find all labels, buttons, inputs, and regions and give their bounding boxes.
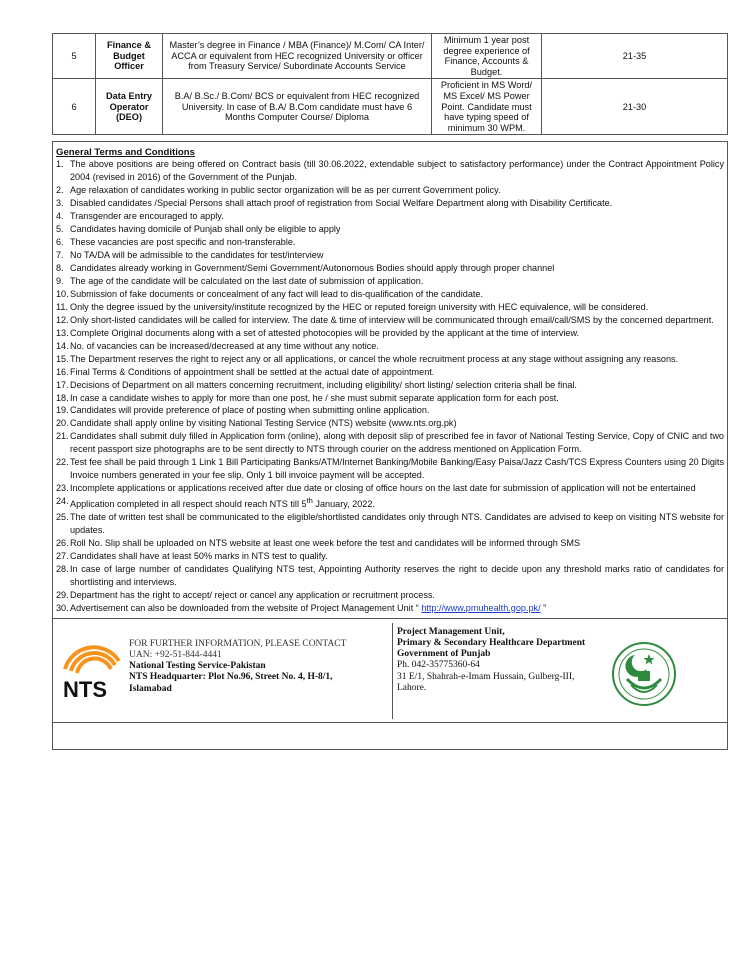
item-text: Only the degree issued by the university/institute recognized by the HEC or reputed foreign university with HEC equivalence, will be considered.	[70, 301, 649, 312]
list-item	[56, 589, 724, 602]
contact-section	[52, 619, 728, 723]
list-item	[56, 197, 724, 210]
pmu-name: Project Management Unit,	[397, 626, 505, 637]
list-item	[56, 563, 724, 589]
nts-contact-info	[129, 639, 346, 695]
item-text: Disabled candidates /Special Persons shall attach proof of registration from Social Welfare Department along with Disability Certificate.	[70, 198, 613, 209]
nts-uan: UAN: +92-51-844-4441	[129, 649, 222, 660]
list-item	[56, 158, 724, 184]
footer-blank-row	[52, 723, 728, 750]
item-number: 21.	[56, 431, 69, 442]
list-item	[56, 249, 724, 262]
job-age: 21-30	[542, 79, 728, 135]
item-number: 30.	[56, 602, 69, 613]
item-number: 2.	[56, 185, 64, 196]
list-item	[56, 223, 724, 236]
pmu-department: Primary & Secondary Healthcare Department	[397, 637, 586, 648]
list-item	[56, 482, 724, 495]
item-number: 25.	[56, 512, 69, 523]
terms-title: General Terms and Conditions	[56, 147, 195, 159]
item-number: 26.	[56, 538, 69, 549]
item-number: 9.	[56, 275, 64, 286]
item-number: 6.	[56, 237, 64, 248]
item-text: Complete Original documents along with a set of attested photocopies will be provided by the applicant at the time of interview.	[70, 327, 580, 338]
item-text: Transgender are encouraged to apply.	[70, 211, 224, 222]
job-experience: Proficient in MS Word/ MS Excel/ MS Power Point. Candidate must have typing speed of minimum 30 WPM.	[432, 79, 542, 135]
list-item	[56, 210, 724, 223]
item-text: These vacancies are post specific and non-transferable.	[70, 237, 296, 248]
item-text: Candidates shall have at least 50% marks in NTS test to qualify.	[70, 550, 328, 561]
list-item	[56, 314, 724, 327]
item-number: 18.	[56, 392, 69, 403]
item-text	[70, 603, 546, 613]
list-item	[56, 184, 724, 197]
list-item	[56, 392, 724, 405]
item-number: 4.	[56, 211, 64, 222]
item-text: Test fee shall be paid through 1 Link 1 Bill Participating Banks/ATM/Internet Banking/Mobile Banking/Easy Paisa/Jazz Cash/TCS Express Counters using 20 Digits Invoice numbers generated in your fee slip. Only 1 bill invoice payment will be accepted.	[70, 457, 724, 481]
item-text: Candidates already working in Government/Semi Government/Autonomous Bodies should apply through proper channel	[70, 262, 555, 273]
item-text: Candidates having domicile of Punjab shall only be eligible to apply	[70, 224, 341, 235]
item-number: 13.	[56, 327, 69, 338]
contact-divider	[392, 623, 393, 719]
item-number: 5.	[56, 224, 64, 235]
item-number: 27.	[56, 550, 69, 561]
item-text: Candidates shall submit duly filled in Application form (online), along with deposit slip of prescribed fee in favor of National Testing Service, Copy of CNIC and two recent passport size photographs are to be sent directly to NTS through courier on the address mentioned on Application Form.	[70, 431, 724, 455]
item-text: The date of written test shall be communicated to the eligible/shortlisted candidates only through NTS. Candidates are advised to keep on visiting NTS website for updates.	[70, 512, 724, 536]
list-item	[56, 430, 724, 456]
item-number: 22.	[56, 457, 69, 468]
item-text: Only short-listed candidates will be called for interview. The date & time of interview will be communicated through email/call/SMS by the concerned department.	[70, 314, 714, 325]
list-item	[56, 236, 724, 249]
item-number: 15.	[56, 353, 69, 364]
pmu-address: 31 E/1, Shahrah-e-Imam Hussain, Gulberg-III,	[397, 671, 575, 682]
item-text: The age of the candidate will be calculated on the last date of submission of application.	[70, 275, 424, 286]
item-text	[70, 496, 375, 510]
document-page	[52, 33, 728, 750]
list-item	[56, 404, 724, 417]
job-experience: Minimum 1 year post degree experience of Finance, Accounts & Budget.	[432, 34, 542, 79]
nts-logo-text: NTS	[63, 676, 107, 702]
item-number: 14.	[56, 340, 69, 351]
pmu-city: Lahore.	[397, 682, 427, 693]
item-text: No TA/DA will be admissible to the candidates for test/interview	[70, 250, 324, 261]
list-item	[56, 511, 724, 537]
item-text: In case of large number of candidates Qualifying NTS test, Appointing Authority reserves the right to decide upon any threshold marks ratio of candidates for shortlisting and interviews.	[70, 563, 724, 587]
punjab-government-logo	[611, 641, 677, 707]
job-number: 6	[53, 79, 96, 135]
list-item	[56, 537, 724, 550]
item-number: 11.	[56, 301, 68, 312]
list-item	[56, 495, 724, 511]
job-qualification: Master’s degree in Finance / MBA (Finance)/ M.Com/ CA Inter/ ACCA or equivalent from HEC recognized University or officer from Treasury Service/ Subordinate Accounts Service	[163, 34, 432, 79]
item-number: 7.	[56, 250, 64, 261]
list-item	[56, 288, 724, 301]
item-text: Roll No. Slip shall be uploaded on NTS website at least one week before the test and candidates will be informed through SMS	[70, 538, 581, 549]
item-text-pre: Advertisement can also be downloaded from the website of Project Management Unit “	[70, 602, 422, 613]
item-text: No. of vacancies can be increased/decreased at any time without any notice.	[70, 340, 379, 351]
list-item	[56, 366, 724, 379]
item-text: Candidates will provide preference of place of posting when submitting online application.	[70, 405, 430, 416]
item-number: 10.	[56, 288, 69, 299]
terms-list	[56, 158, 724, 614]
job-number: 5	[53, 34, 96, 79]
item-number: 19.	[56, 405, 69, 416]
item-number: 23.	[56, 483, 69, 494]
item-number: 3.	[56, 198, 64, 209]
jobs-table	[52, 33, 728, 135]
nts-address: NTS Headquarter: Plot No.96, Street No. 4, H-8/1,	[129, 672, 333, 683]
job-post: Finance & Budget Officer	[96, 34, 163, 79]
item-number: 16.	[56, 366, 69, 377]
pmu-website-link[interactable]: http://www.pmuhealth.gop.pk/	[421, 602, 541, 613]
list-item	[56, 550, 724, 563]
nts-name: National Testing Service-Pakistan	[129, 661, 266, 672]
list-item	[56, 379, 724, 392]
item-number: 17.	[56, 379, 69, 390]
list-item	[56, 262, 724, 275]
ordinal-suffix: th	[306, 496, 313, 506]
item-text: Incomplete applications or applications received after due date or closing of office hours on the last date for submission of application will not be entertained	[70, 483, 696, 494]
item-text: Final Terms & Conditions of appointment shall be settled at the actual date of appointment.	[70, 366, 435, 377]
item-number: 8.	[56, 262, 64, 273]
item-text-post: January, 2022.	[312, 499, 375, 510]
terms-section	[52, 141, 728, 618]
pmu-phone: Ph. 042-35775360-64	[397, 660, 480, 671]
list-item	[56, 353, 724, 366]
table-row	[53, 34, 728, 79]
list-item	[56, 456, 724, 482]
item-text-post: ”	[540, 602, 547, 613]
item-text: Department has the right to accept/ reject or cancel any application or recruitment process.	[70, 589, 435, 600]
list-item	[56, 602, 724, 615]
list-item	[56, 327, 724, 340]
item-text: Decisions of Department on all matters concerning recruitment, including eligibility/ short listing/ selection criteria shall be final.	[70, 379, 577, 390]
nts-logo	[61, 641, 127, 703]
item-text-pre: Application completed in all respect should reach NTS till 5	[70, 499, 307, 510]
list-item	[56, 275, 724, 288]
item-number: 12.	[56, 314, 69, 325]
list-item	[56, 417, 724, 430]
job-post: Data Entry Operator (DEO)	[96, 79, 163, 135]
item-text: Submission of fake documents or concealment of any fact will lead to dis-qualification of the candidate.	[70, 288, 483, 299]
list-item	[56, 340, 724, 353]
item-text: Candidate shall apply online by visiting National Testing Service (NTS) website (www.nts.org.pk)	[70, 418, 457, 429]
item-text: The above positions are being offered on Contract basis (till 30.06.2022, extendable subject to satisfactory performance) under the Contract Appointment Policy 2004 (revised in 2016) of the Government of the Punjab.	[70, 159, 724, 183]
job-age: 21-35	[542, 34, 728, 79]
item-text: In case a candidate wishes to apply for more than one post, he / she must submit separate application form for each post.	[70, 392, 559, 403]
contact-heading: FOR FURTHER INFORMATION, PLEASE CONTACT	[129, 638, 347, 649]
item-number: 29.	[56, 589, 69, 600]
item-text: The Department reserves the right to reject any or all applications, or cancel the whole recruitment process at any stage without assigning any reasons.	[70, 353, 679, 364]
pmu-contact-info	[397, 627, 585, 694]
pmu-government: Government of Punjab	[397, 649, 491, 660]
table-row	[53, 79, 728, 135]
item-text: Age relaxation of candidates working in public sector organization will be as per current Government policy.	[70, 185, 501, 196]
item-number: 28.	[56, 563, 69, 574]
nts-city: Islamabad	[129, 683, 172, 694]
list-item	[56, 301, 724, 314]
item-number: 24.	[56, 496, 69, 507]
item-number: 1.	[56, 159, 64, 170]
item-number: 20.	[56, 418, 69, 429]
job-qualification: B.A/ B.Sc./ B.Com/ BCS or equivalent from HEC recognized University. In case of B.A/ B.Com candidate must have 6 Months Computer Course/ Diploma	[163, 79, 432, 135]
